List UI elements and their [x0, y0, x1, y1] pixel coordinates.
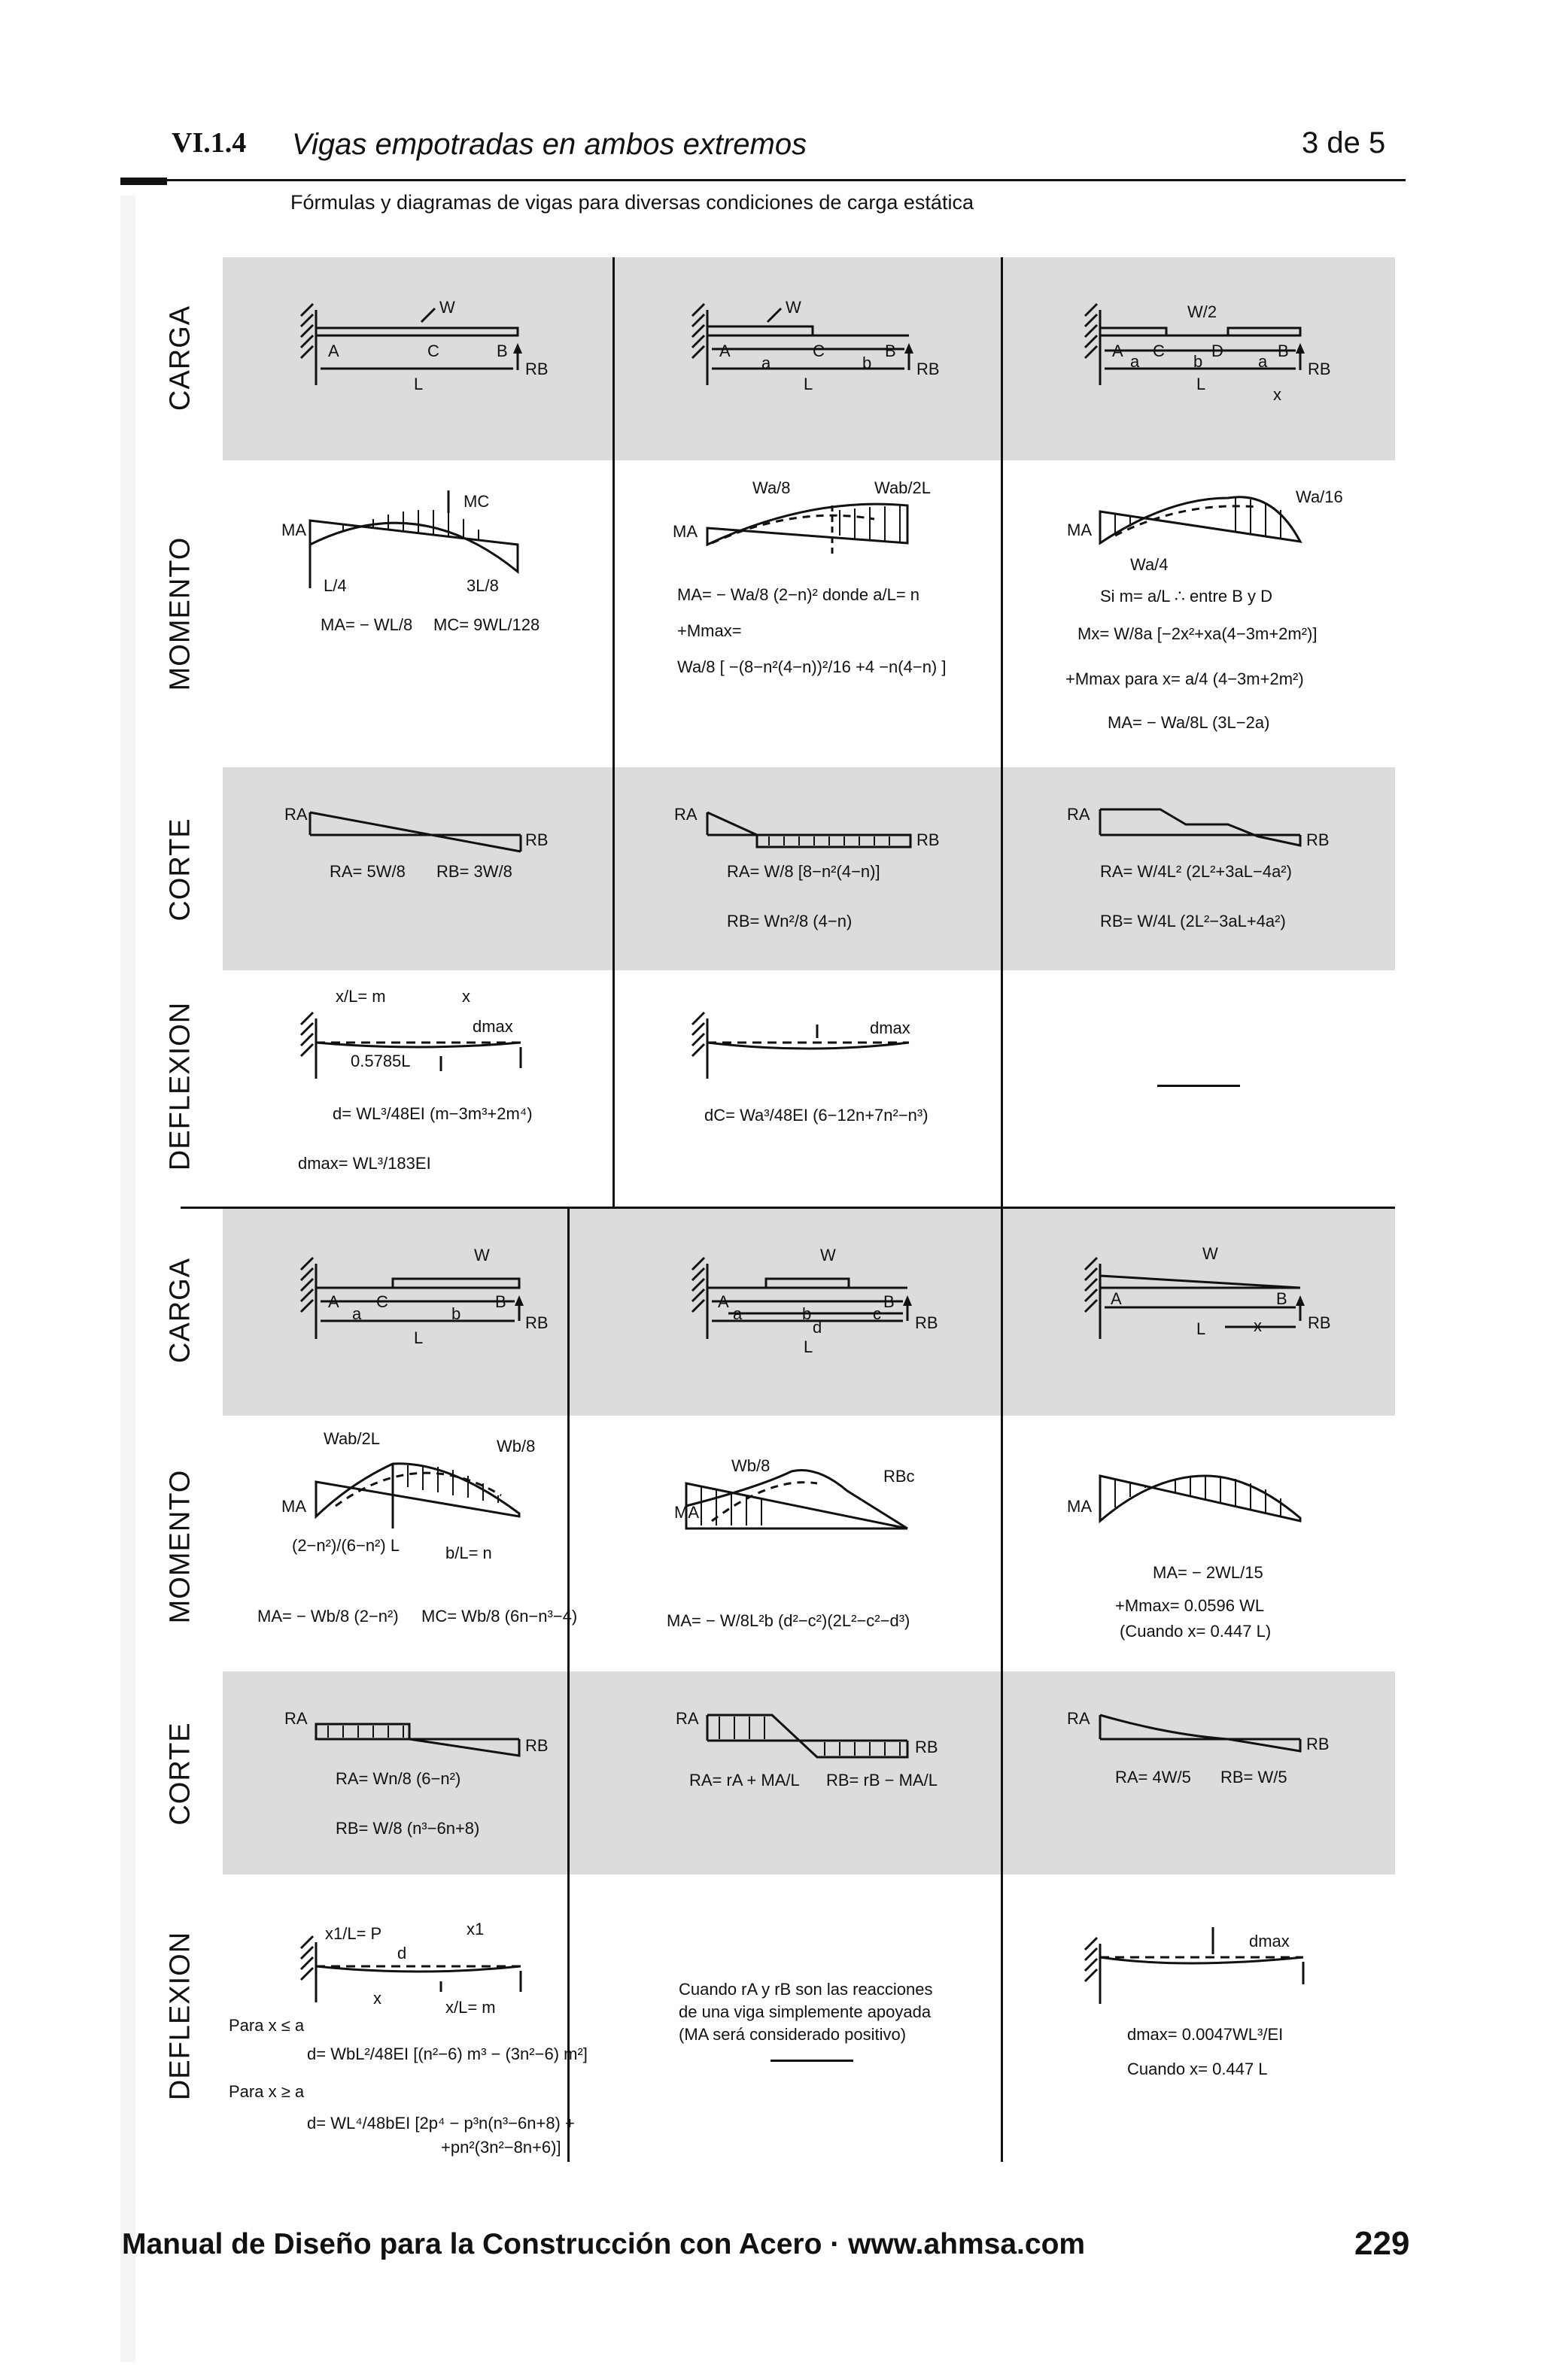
- case1-deflexion-f1: d= WL³/48EI (m−3m³+2m⁴): [333, 1104, 533, 1123]
- case4-point-a: A: [328, 1292, 339, 1311]
- case2-deflexion-f1: dC= Wa³/48EI (6−12n+7n²−n³): [704, 1106, 929, 1125]
- case2-reaction-rb: RB: [916, 360, 940, 378]
- case5-deflexion: [569, 1875, 1001, 2162]
- case6-dim-x: x: [1254, 1316, 1262, 1335]
- case3-corte-ra: RA: [1067, 805, 1090, 824]
- case4-para-1: Para x ≤ a: [229, 2016, 305, 2035]
- case5-corte: [569, 1671, 1001, 1875]
- header-rule: [120, 179, 1406, 181]
- case4-corte-f1: RA= Wn/8 (6−n²): [336, 1769, 461, 1788]
- case4-reaction-rb: RB: [525, 1313, 549, 1332]
- case3-point-a: A: [1112, 342, 1123, 360]
- case2-corte-rb: RB: [916, 830, 940, 849]
- case6-corte-f1: RA= 4W/5: [1115, 1768, 1191, 1787]
- case4-d: d: [397, 1944, 407, 1963]
- case2-dim-b: b: [862, 354, 872, 372]
- case1-formula-ma: MA= − WL/8: [321, 615, 413, 634]
- case3-momento-f1: Si m= a/L ∴ entre B y D: [1100, 587, 1272, 606]
- subtitle: Fórmulas y diagramas de vigas para diversas condiciones de carga estática: [290, 191, 974, 214]
- case1-deflexion-f2: dmax= WL³/183EI: [298, 1154, 431, 1173]
- case4-point-b: B: [495, 1292, 506, 1311]
- case2-carga-diagram: [614, 257, 1001, 460]
- case1-load-w: W: [439, 298, 455, 317]
- case4-dim-b: b: [451, 1304, 461, 1323]
- case2-ma: MA: [673, 522, 698, 541]
- case1-momento: [223, 460, 612, 767]
- case2-length-l: L: [804, 375, 813, 393]
- case4-length-l: L: [414, 1328, 424, 1347]
- case6-load-w: W: [1202, 1244, 1218, 1263]
- case3-dim-a1: a: [1130, 352, 1140, 371]
- case4-deflexion-f3: +pn²(3n²−8n+6)]: [441, 2138, 561, 2157]
- case2-point-a: A: [719, 342, 731, 360]
- section-number: VI.1.4: [172, 127, 247, 159]
- case1-corte: [223, 767, 612, 970]
- case4-corte-ra: RA: [284, 1709, 308, 1728]
- case4-corte-f2: RB= W/8 (n³−6n+8): [336, 1819, 480, 1838]
- case5-momento-f1: MA= − W/8L²b (d²−c²)(2L²−c²−d³): [667, 1611, 910, 1630]
- case3-ma: MA: [1067, 521, 1092, 539]
- case1-point-b: B: [497, 342, 508, 360]
- case5-deflexion-dash: [770, 2060, 853, 2062]
- case2-wa8: Wa/8: [752, 478, 791, 497]
- case6-corte: [1002, 1671, 1395, 1875]
- case3-corte-f2: RB= W/4L (2L²−3aL+4a²): [1100, 912, 1286, 930]
- case2-point-c: C: [813, 342, 825, 360]
- case3-dim-a2: a: [1258, 352, 1268, 371]
- case6-carga: [1002, 1208, 1395, 1416]
- case3-momento-f3: +Mmax para x= a/4 (4−3m+2m²): [1065, 669, 1304, 688]
- case1-corte-diagram: [223, 767, 612, 970]
- case4-load-w: W: [474, 1246, 490, 1264]
- case2-carga: [614, 257, 1001, 460]
- case4-para-2: Para x ≥ a: [229, 2082, 305, 2101]
- case5-dim-d: d: [813, 1318, 822, 1337]
- case5-dim-a: a: [733, 1304, 743, 1323]
- page-margin-strip: [120, 196, 135, 2362]
- case1-corte-ra: RA: [284, 805, 308, 824]
- case6-corte-ra: RA: [1067, 1709, 1090, 1728]
- case6-carga-diagram: [1002, 1208, 1395, 1416]
- case1-corte-rb: RB: [525, 830, 549, 849]
- case2-corte: [614, 767, 1001, 970]
- case5-corte-f1: RA= rA + MA/L: [689, 1771, 800, 1790]
- case2-momento-f2: +Mmax=: [677, 621, 742, 640]
- case4-point-c: C: [376, 1292, 388, 1311]
- case1-dist: 0.5785L: [351, 1052, 411, 1070]
- case3-deflexion: [1002, 970, 1395, 1207]
- case4-ratio-1: (2−n²)/(6−n²) L: [292, 1536, 400, 1555]
- page-of: 3 de 5: [1302, 126, 1386, 159]
- case6-deflexion-f1: dmax= 0.0047WL³/EI: [1127, 2025, 1284, 2044]
- case6-momento-f1: MA= − 2WL/15: [1153, 1563, 1263, 1582]
- case2-corte-f2: RB= Wn²/8 (4−n): [727, 912, 853, 930]
- case3-wa4: Wa/4: [1130, 555, 1169, 574]
- case6-momento-f2: +Mmax= 0.0596 WL: [1115, 1596, 1265, 1615]
- case5-carga: [569, 1208, 1001, 1416]
- case5-note-2: de una viga simplemente apoyada: [679, 2002, 932, 2021]
- case6-reaction-rb: RB: [1308, 1313, 1331, 1332]
- case1-point-c: C: [427, 342, 439, 360]
- case6-momento: [1002, 1416, 1395, 1671]
- case1-length-l: L: [414, 375, 424, 393]
- case3-deflexion-empty: [1157, 1085, 1240, 1087]
- case1-corte-f1: RA= 5W/8: [330, 862, 406, 881]
- case4-wab: Wab/2L: [324, 1429, 381, 1448]
- case4-deflexion-f1: d= WbL²/48EI [(n²−6) m³ − (3n²−6) m²]: [307, 2045, 588, 2063]
- case5-load-w: W: [820, 1246, 836, 1264]
- case2-momento: [614, 460, 1001, 767]
- case3-wa16: Wa/16: [1296, 487, 1343, 506]
- case5-point-a: A: [718, 1292, 729, 1311]
- case2-corte-f1: RA= W/8 [8−n²(4−n)]: [727, 862, 880, 881]
- case5-wb8: Wb/8: [731, 1456, 770, 1475]
- case4-momento-f2: MC= Wb/8 (6n−n³−4): [421, 1607, 578, 1626]
- case6-deflexion-f2: Cuando x= 0.447 L: [1127, 2060, 1268, 2078]
- case1-dmax: dmax: [473, 1017, 513, 1036]
- case1-l38: 3L/8: [467, 576, 499, 595]
- case6-dmax: dmax: [1249, 1932, 1290, 1950]
- case5-momento: [569, 1416, 1001, 1671]
- case2-deflexion-diagram: [614, 970, 1001, 1207]
- case3-carga: [1002, 257, 1395, 460]
- case4-ma: MA: [281, 1497, 306, 1516]
- case4-xl: x/L= m: [445, 1998, 496, 2017]
- case2-momento-f3: Wa/8 [ −(8−n²(4−n))²/16 +4 −n(4−n) ]: [677, 657, 947, 676]
- case1-deflexion: [223, 970, 612, 1207]
- case3-momento: [1002, 460, 1395, 767]
- case4-corte-rb: RB: [525, 1736, 549, 1755]
- case1-mc: MC: [464, 492, 490, 511]
- case6-momento-f3: (Cuando x= 0.447 L): [1120, 1622, 1272, 1641]
- case4-momento: [223, 1416, 578, 1671]
- case5-ma: MA: [674, 1503, 699, 1522]
- case5-point-b: B: [883, 1292, 895, 1311]
- case4-dim-a: a: [352, 1304, 362, 1323]
- case6-ma: MA: [1067, 1497, 1092, 1516]
- case2-momento-diagram: [614, 460, 1001, 767]
- case3-point-d: D: [1211, 342, 1223, 360]
- case4-corte: [223, 1671, 567, 1875]
- case5-momento-diagram: [569, 1416, 1001, 1671]
- case4-wb8: Wb/8: [497, 1437, 536, 1456]
- case3-load-w2: W/2: [1187, 302, 1217, 321]
- case6-corte-f2: RB= W/5: [1220, 1768, 1287, 1787]
- case2-point-b: B: [885, 342, 896, 360]
- page-title: Vigas empotradas en ambos extremos: [292, 128, 807, 161]
- case3-dim-x: x: [1273, 385, 1281, 404]
- case3-corte: [1002, 767, 1395, 970]
- case5-corte-f2: RB= rB − MA/L: [826, 1771, 938, 1790]
- case3-corte-f1: RA= W/4L² (2L²+3aL−4a²): [1100, 862, 1292, 881]
- case2-wab: Wab/2L: [874, 478, 932, 497]
- case4-carga: [223, 1208, 567, 1416]
- case2-dmax: dmax: [870, 1018, 910, 1037]
- case4-ratio-2: b/L= n: [445, 1544, 492, 1562]
- case4-x1l: x1/L= P: [325, 1924, 382, 1943]
- case1-x: x: [462, 987, 470, 1006]
- case4-deflexion: [223, 1875, 588, 2162]
- case5-reaction-rb: RB: [915, 1313, 938, 1332]
- case5-dim-b: b: [802, 1304, 812, 1323]
- case4-x: x: [373, 1989, 381, 2008]
- case6-point-a: A: [1111, 1289, 1122, 1308]
- case1-momento-diagram: [223, 460, 612, 767]
- case4-carga-diagram: [223, 1208, 567, 1416]
- case5-carga-diagram: [569, 1208, 1001, 1416]
- case3-point-c: C: [1153, 342, 1165, 360]
- case1-carga-diagram: [223, 257, 612, 460]
- page-number: 229: [1354, 2225, 1410, 2262]
- case3-reaction-rb: RB: [1308, 360, 1331, 378]
- case6-point-b: B: [1276, 1289, 1287, 1308]
- case4-x1: x1: [467, 1920, 485, 1938]
- case4-momento-f1: MA= − Wb/8 (2−n²): [257, 1607, 399, 1626]
- case4-deflexion-f2: d= WL⁴/48bEI [2p⁴ − p³n(n³−6n+8) +: [307, 2114, 575, 2133]
- case1-formula-mc: MC= 9WL/128: [433, 615, 540, 634]
- case2-momento-f1: MA= − Wa/8 (2−n)² donde a/L= n: [677, 585, 920, 604]
- case3-momento-f2: Mx= W/8a [−2x²+xa(4−3m+2m²)]: [1077, 624, 1318, 643]
- case1-ma: MA: [281, 521, 306, 539]
- case6-deflexion-diagram: [1002, 1875, 1395, 2162]
- case1-point-a: A: [328, 342, 339, 360]
- case1-carga: [223, 257, 612, 460]
- case3-point-b: B: [1278, 342, 1289, 360]
- case6-length-l: L: [1196, 1319, 1206, 1338]
- case1-xl: x/L= m: [336, 987, 386, 1006]
- case6-deflexion: [1002, 1875, 1395, 2162]
- case5-dim-c: c: [873, 1304, 881, 1323]
- case3-corte-rb: RB: [1306, 830, 1330, 849]
- case5-note-3: (MA será considerado positivo): [679, 2025, 907, 2044]
- case5-length-l: L: [804, 1337, 813, 1356]
- case5-note-1: Cuando rA y rB son las reacciones: [679, 1980, 933, 1999]
- case5-corte-ra: RA: [676, 1709, 699, 1728]
- case1-l4: L/4: [324, 576, 347, 595]
- case3-dim-b: b: [1193, 352, 1203, 371]
- case2-deflexion: [614, 970, 1001, 1207]
- case1-corte-f2: RB= 3W/8: [436, 862, 512, 881]
- case2-dim-a: a: [761, 354, 771, 372]
- case6-corte-rb: RB: [1306, 1735, 1330, 1753]
- case2-corte-ra: RA: [674, 805, 698, 824]
- case2-load-w: W: [786, 298, 801, 317]
- case3-length-l: L: [1196, 375, 1206, 393]
- footer-text: Manual de Diseño para la Construcción con Acero · www.ahmsa.com: [122, 2228, 1086, 2260]
- case5-rbc: RBc: [883, 1467, 915, 1486]
- case5-corte-rb: RB: [915, 1738, 938, 1756]
- case3-momento-f4: MA= − Wa/8L (3L−2a): [1108, 713, 1270, 732]
- case6-corte-diagram: [1002, 1671, 1395, 1875]
- case1-reaction-rb: RB: [525, 360, 549, 378]
